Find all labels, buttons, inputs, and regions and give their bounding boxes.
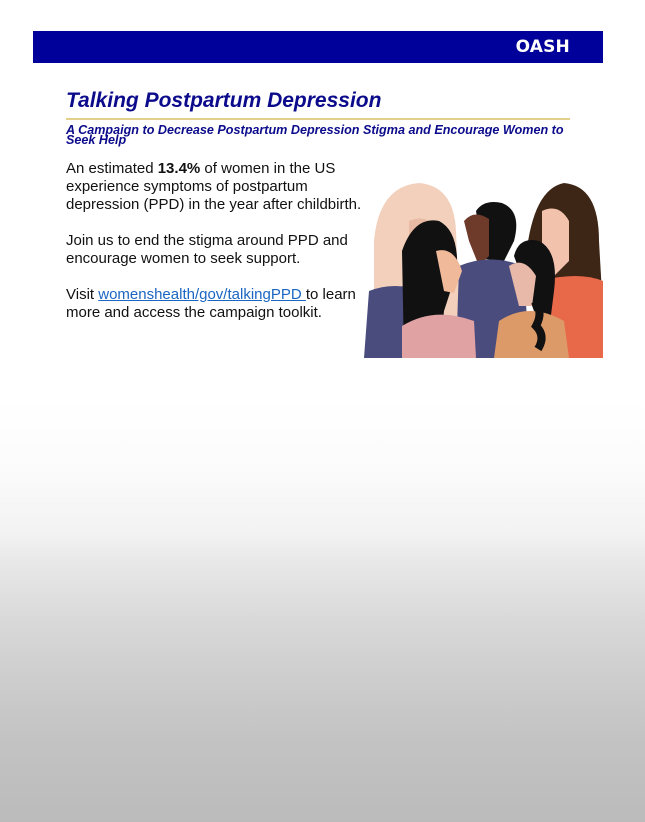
header-banner [33, 31, 603, 63]
call-to-action-paragraph: Join us to end the stigma around PPD and encourage women to seek support. [66, 232, 348, 267]
visit-paragraph: Visit womenshealth/gov/talkingPPD to learn more and access the campaign toolkit. [66, 286, 356, 321]
oash-logo: OASH [515, 37, 570, 57]
title-divider [66, 118, 570, 120]
campaign-link[interactable]: womenshealth/gov/talkingPPD [98, 286, 306, 303]
page-subtitle: A Campaign to Decrease Postpartum Depression Stigma and Encourage Women to Seek Help [66, 123, 564, 147]
page-title: Talking Postpartum Depression [66, 89, 382, 112]
statistic-highlight: 13.4% [157, 160, 201, 177]
body-text [66, 160, 366, 340]
group-of-women-illustration [364, 181, 603, 358]
statistic-paragraph: An estimated 13.4% of women in the US experience symptoms of postpartum depression (PPD) in the year after childbirth. [66, 160, 362, 213]
